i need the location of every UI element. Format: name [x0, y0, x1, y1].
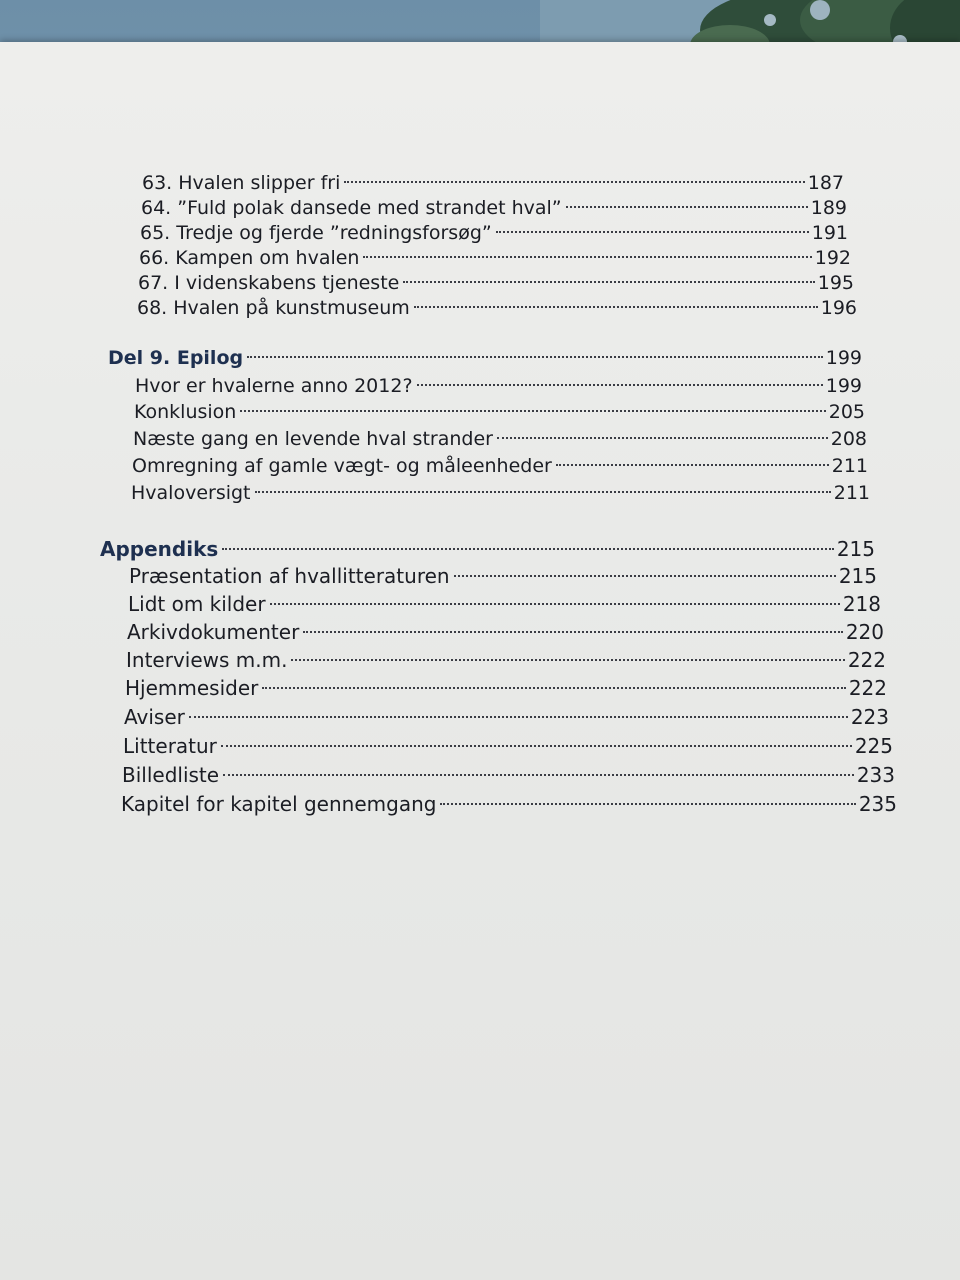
toc-entry [138, 272, 854, 294]
leader-dots [363, 256, 811, 258]
entry-title: Interviews m.m. [126, 648, 288, 672]
toc-entry [123, 734, 893, 758]
entry-page: 191 [811, 222, 848, 244]
entry-title: 63. Hvalen slipper fri [142, 172, 341, 194]
entry-title: 65. Tredje og fjerde ”redningsforsøg” [140, 222, 492, 244]
table-of-contents [0, 42, 960, 942]
entry-title: Hvaloversigt [131, 482, 251, 504]
entry-title: 66. Kampen om hvalen [139, 247, 360, 269]
toc-entry [128, 592, 881, 616]
entry-title: Arkivdokumenter [127, 620, 300, 644]
toc-entry [122, 763, 895, 787]
leader-dots [454, 575, 836, 577]
entry-title: Hjemmesider [125, 676, 259, 700]
toc-entry [141, 197, 847, 219]
entry-page: 196 [820, 297, 857, 319]
toc-entry [127, 620, 884, 644]
leader-dots [556, 464, 829, 466]
entry-page: 225 [854, 734, 893, 758]
section-page: 199 [825, 347, 862, 369]
entry-page: 199 [825, 375, 862, 397]
entry-page: 218 [842, 592, 881, 616]
entry-title: 67. I videnskabens tjeneste [138, 272, 400, 294]
leader-dots [344, 181, 804, 183]
entry-page: 187 [807, 172, 844, 194]
entry-title: Lidt om kilder [128, 592, 266, 616]
leader-dots [414, 306, 818, 308]
entry-page: 222 [847, 648, 886, 672]
leader-dots [247, 356, 823, 358]
leader-dots [303, 631, 843, 633]
toc-entry [126, 648, 886, 672]
leader-dots [417, 384, 823, 386]
entry-page: 189 [810, 197, 847, 219]
toc-entry [135, 375, 862, 397]
entry-page: 235 [858, 792, 897, 816]
leader-dots [240, 410, 825, 412]
toc-entry [125, 676, 887, 700]
entry-title: Hvor er hvalerne anno 2012? [135, 375, 413, 397]
section-title: Appendiks [100, 537, 219, 561]
leader-dots [221, 745, 852, 747]
leader-dots [497, 437, 828, 439]
entry-title: Kapitel for kapitel gennemgang [121, 792, 437, 816]
leader-dots [566, 206, 808, 208]
entry-title: Billedliste [122, 763, 220, 787]
entry-page: 192 [814, 247, 851, 269]
leader-dots [270, 603, 840, 605]
toc-entry [133, 428, 867, 450]
toc-entry [134, 401, 865, 423]
entry-title: Næste gang en levende hval strander [133, 428, 493, 450]
leader-dots [496, 231, 809, 233]
section-page: 215 [836, 537, 875, 561]
entry-title: Litteratur [123, 734, 217, 758]
entry-page: 222 [848, 676, 887, 700]
toc-entry [121, 792, 897, 816]
section-heading-appendiks [100, 537, 875, 561]
toc-entry [124, 705, 889, 729]
leader-dots [223, 774, 854, 776]
entry-page: 215 [838, 564, 877, 588]
entry-page: 233 [856, 763, 895, 787]
entry-page: 211 [831, 455, 868, 477]
entry-page: 211 [833, 482, 870, 504]
leader-dots [255, 491, 831, 493]
leader-dots [189, 716, 848, 718]
leader-dots [262, 687, 845, 689]
entry-title: Præsentation af hvallitteraturen [129, 564, 450, 588]
entry-title: 68. Hvalen på kunstmuseum [137, 297, 410, 319]
leader-dots [291, 659, 844, 661]
toc-entry [140, 222, 848, 244]
toc-entry [137, 297, 857, 319]
entry-title: 64. ”Fuld polak dansede med strandet hval” [141, 197, 562, 219]
toc-entry [142, 172, 844, 194]
leader-dots [403, 281, 814, 283]
leader-dots [222, 548, 834, 550]
entry-title: Aviser [124, 705, 185, 729]
entry-page: 223 [850, 705, 889, 729]
section-title: Del 9. Epilog [108, 347, 244, 369]
toc-entry [139, 247, 851, 269]
entry-page: 220 [845, 620, 884, 644]
entry-page: 208 [830, 428, 867, 450]
entry-title: Omregning af gamle vægt- og måleenheder [132, 455, 552, 477]
entry-page: 205 [828, 401, 865, 423]
toc-entry [131, 482, 870, 504]
entry-page: 195 [817, 272, 854, 294]
section-heading-epilog [108, 347, 862, 369]
leader-dots [440, 803, 855, 805]
book-page [0, 42, 960, 1280]
entry-title: Konklusion [134, 401, 237, 423]
toc-entry [132, 455, 868, 477]
toc-entry [129, 564, 877, 588]
